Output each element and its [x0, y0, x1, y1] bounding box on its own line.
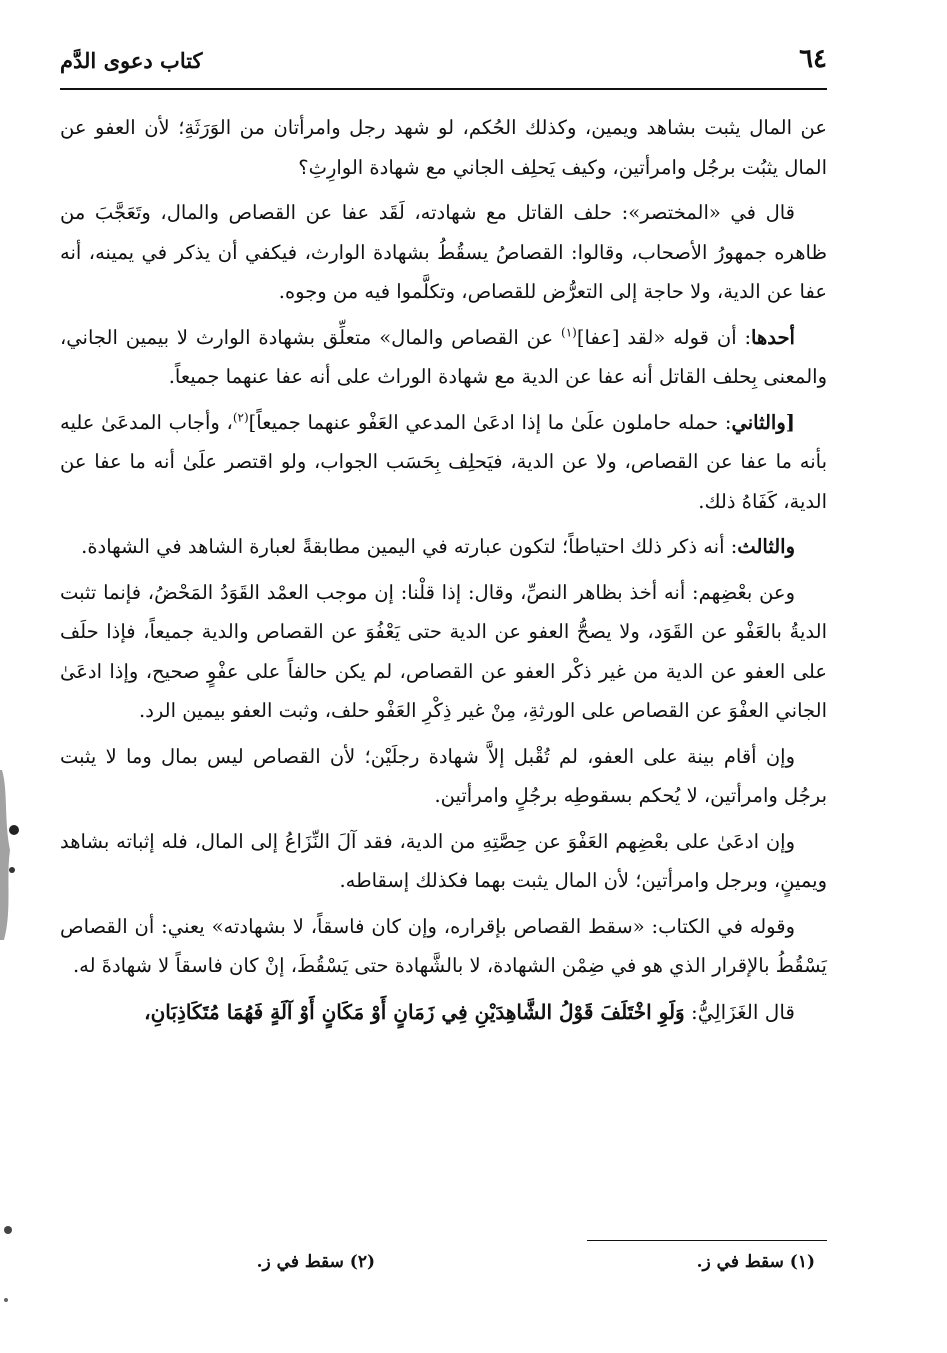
paragraph-text: وقوله في الكتاب: «سقط القصاص بإقراره، وإن كان فاسقاً، لا بشهادته» يعني: أن القصاص يَسْقُطُ بالإقرار الذي هو في ضِمْن الشهادة، لا بالشَّهادة حتى يَسْقُطَ، إنْ كان فاسقاً لا شهادةَ له.	[60, 914, 827, 977]
paragraph-text: وعن بعْضِهم: أنه أخذ بظاهر النصِّ، وقال: إذا قلْنا: إن موجب العمْد القَوَدُ المَحْضُ، فإنما تثبت الديةُ بالعَفْو عن القَوَد، ولا يصحُّ العفو عن الدية حتى يَعْفُوَ عن القصاص والدية جميعاً، فإذا حلَف على العفو عن الدية من غير ذكْر العفو عن القصاص، لم يكن حالفاً على عفْوٍ صحيح، وإذا ادعَىٰ الجاني العفْوَ عن القصاص على الورثةِ، مِنْ غير ذِكْرِ العَفْو حلف، وثبت العفو بيمين الرد.	[60, 580, 827, 722]
paragraph	[60, 573, 827, 731]
paragraph-text: وإن ادعَىٰ على بعْضِهم العَفْوَ عن حِصَّتِهِ من الدية، فقد آلَ النِّزَاعُ إلى المال، فله إثباته بشاهد ويمينٍ، وبرجل وامرأتين؛ لأن المال يثبت بهما فكذلك إسقاطه.	[60, 829, 827, 892]
paragraph-text: عن المال يثبت بشاهد ويمين، وكذلك الحُكم، لو شهد رجل وامرأتان من الوَرَثَةِ؛ لأن العفو عن المال يثبُت برجُل وامرأتين، وكيف يَحلِف الجاني مع شهادة الوارِثِ؟	[60, 116, 827, 179]
running-title: كتاب دعوى الدَّم	[60, 48, 203, 73]
quote-intro: قال الغَزَالِيُّ:	[684, 999, 795, 1024]
footnote-2: (٢) سقط في ز.	[256, 1252, 375, 1272]
quote-text: وَلَوِ اخْتَلَفَ قَوْلُ الشَّاهِدَيْنِ فِي زَمَانٍ أَوْ مَكَانٍ أَوْ آلَةٍ فَهُمَا مُتَكَاذِبَانِ،	[144, 999, 685, 1024]
paragraph-text: : أنه ذكر ذلك احتياطاً؛ لتكون عبارته في اليمين مطابقةً لعبارة الشاهد في الشهادة.	[81, 535, 738, 558]
paragraph	[60, 193, 827, 312]
footnote-1: (١) سقط في ز.	[696, 1252, 815, 1272]
paragraph-text: : أن قوله «لقد [عفا]	[576, 325, 752, 349]
header-rule	[60, 88, 827, 90]
scan-edge-marks	[0, 0, 22, 1349]
matn-quote	[60, 992, 827, 1032]
paragraph	[60, 527, 827, 567]
paragraph-lead: [والثاني	[731, 410, 795, 434]
footnote-marker: (٢)	[232, 410, 249, 424]
paragraph-text: عن القصاص والمال» متعلِّق بشهادة الوارث لا بيمين الجاني، والمعنى بِحلف القاتل أنه عفا عن الدية مع شهادة الوراث على أنه عفا عنهما جميعاً.	[60, 325, 827, 388]
paragraph-text: وإن أقام بينة على العفو، لم تُقْبل إلاَّ شهادة رجلَيْن؛ لأن القصاص ليس بمال وما لا يثبت برجُل وامرأتين، لا يُحكم بسقوطِه برجُلٍ وامرأتين.	[60, 744, 827, 807]
paragraph-text: : حمله حاملون علَىٰ ما إذا ادعَىٰ المدعي العَفْو عنهما جميعاً]	[248, 410, 732, 434]
paragraph	[60, 403, 827, 522]
paragraph	[60, 318, 827, 397]
paragraph	[60, 737, 827, 816]
paragraph-text: قال في «المختصر»: حلف القاتل مع شهادته، لَقَد عفا عن القصاص والمال، وتَعَجَّبَ من ظاهره جمهورُ الأصحاب، وقالوا: القصاصُ يسقُطُ بشهادة الوارث، فيكفي أن يذكر في يمينه، أنه عفا عن الدية، ولا حاجة إلى التعرُّض للقصاص، وتكلَّموا فيه من وجوه.	[60, 201, 827, 303]
paragraph-lead: والثالث	[737, 535, 795, 558]
paragraph	[60, 907, 827, 986]
page-number: ٦٤	[799, 44, 827, 74]
body-text	[60, 108, 827, 1052]
paragraph-lead: أحدها	[751, 325, 795, 349]
paragraph	[60, 108, 827, 187]
paragraph	[60, 822, 827, 901]
page-header	[60, 44, 827, 84]
footnotes	[60, 1252, 827, 1286]
footnote-marker: (١)	[561, 325, 577, 339]
paragraph-text: ، وأجاب المدعَىٰ عليه بأنه ما عفا عن القصاص، ولا عن الدية، فيَحلِف بِحَسَب الجواب، ولو اقتصر علَىٰ أنه ما عفا عن الدية، كَفَاهُ ذلك.	[60, 410, 827, 513]
footnote-rule	[587, 1240, 827, 1241]
